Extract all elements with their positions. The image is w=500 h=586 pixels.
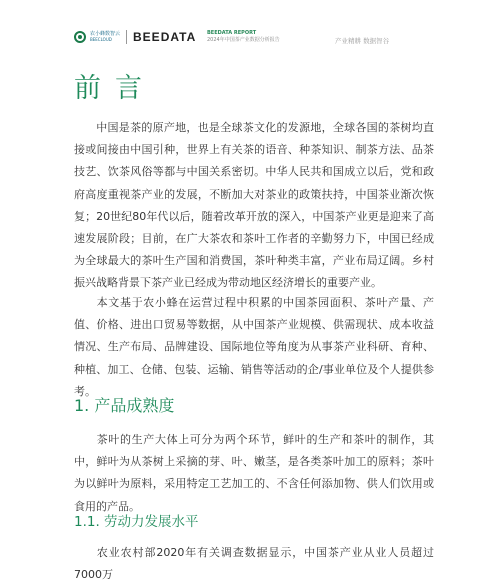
section-1-paragraph: 茶叶的生产大体上可分为两个环节，鲜叶的生产和茶叶的制作，其中，鲜叶为从茶树上采摘的芽、叶、嫩茎，是各类茶叶加工的原料；茶叶为以鲜叶为原料，采用特定工艺加工的、不含任何添加物、供人们饮用或食用的产品。 (74, 433, 434, 513)
brand-name: BEEDATA (133, 30, 197, 44)
report-title: 2024年中国茶产业数据分析报告 (207, 37, 280, 43)
report-info (207, 30, 280, 44)
tagline: 产业精耕 数据智谷 (335, 37, 390, 45)
page-title: 前言 (74, 73, 156, 104)
beecloud-logo-icon (74, 31, 86, 43)
report-label: BEEDATA REPORT (207, 30, 257, 36)
intro-paragraph-2: 本文基于农小蜂在运营过程中积累的中国茶园面积、茶叶产量、产值、价格、进出口贸易等数据，从中国茶产业规模、供需现状、成本收益情况、生产布局、品牌建设、国际地位等角度为从事茶产业科研、育种、种植、加工、仓储、包装、运输、销售等活动的企/事业单位及个人提供参考。 (74, 296, 434, 398)
brand-divider (126, 30, 127, 44)
page-header (0, 0, 500, 50)
beecloud-logo (74, 30, 196, 44)
logo-cn-text: 农小蜂数智云 (90, 31, 121, 37)
section-1-1-paragraph: 农业农村部2020年有关调查数据显示，中国茶产业从业人员超过7000万 (74, 546, 434, 582)
intro-paragraph-1: 中国是茶的原产地，也是全球茶文化的发源地，全球各国的茶树均直接或间接由中国引种，世界上有关茶的语音、种茶知识、制茶方法、品茶技艺、饮茶风俗等都与中国关系密切。中华人民共和国成立以后，党和政府高度重视茶产业的发展，不断加大对茶业的政策扶持，中国茶业渐次恢复；20世纪80年代以后，随着改革开放的深入，中国茶产业更是迎来了高速发展阶段；目前，在广大茶农和茶叶工作者的辛勤努力下，中国已经成为全球最大的茶叶生产国和消费国，茶叶种类丰富，产业布局辽阔。乡村振兴战略背景下茶产业已经成为带动地区经济增长的重要产业。 (74, 121, 434, 290)
section-1-heading: 1. 产品成熟度 (74, 396, 175, 415)
logo-en-text: BEECLOUD (90, 37, 112, 42)
section-1-1-heading: 1.1. 劳动力发展水平 (74, 514, 199, 530)
